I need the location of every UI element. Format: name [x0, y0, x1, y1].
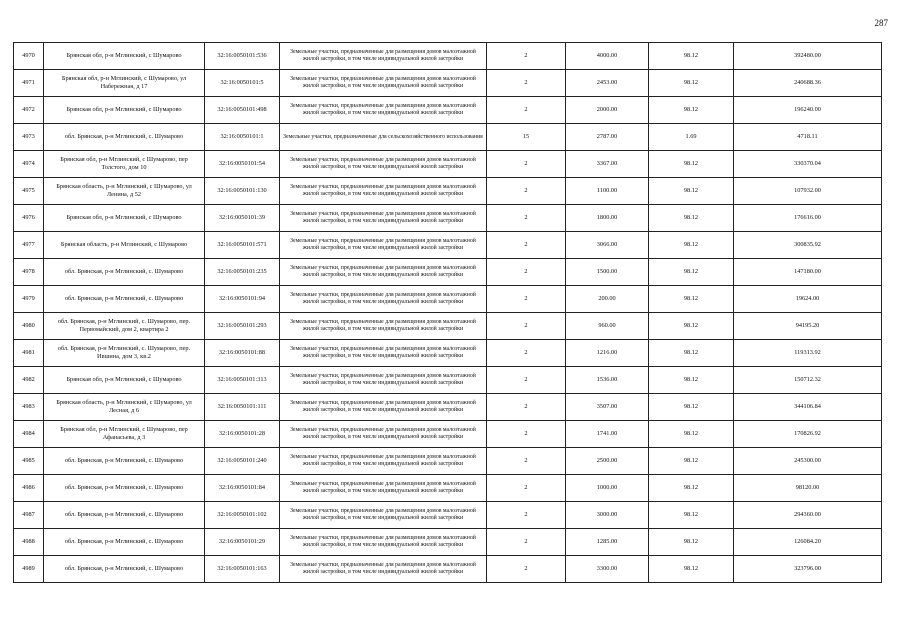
page-number: 287	[874, 18, 888, 28]
land-purpose-cell: Земельные участки, предназначенные для размещения домов малоэтажной жилой застройки, в том числе индивидуальной жилой застройки	[280, 448, 487, 475]
cadastral-value-cell: 344106.84	[734, 394, 882, 421]
land-purpose-cell: Земельные участки, предназначенные для размещения домов малоэтажной жилой застройки, в том числе индивидуальной жилой застройки	[280, 178, 487, 205]
specific-value-cell: 98.12	[649, 178, 734, 205]
row-number-cell: 4972	[14, 97, 44, 124]
specific-value-cell: 98.12	[649, 394, 734, 421]
specific-value-cell: 98.12	[649, 259, 734, 286]
area-cell: 3000.00	[566, 502, 649, 529]
address-cell: Брянская область, р-н Мглинский, с Шумарово, ул Ленина, д 52	[44, 178, 205, 205]
cadastral-value-cell: 245300.00	[734, 448, 882, 475]
cadastral-value-cell: 323796.00	[734, 556, 882, 583]
specific-value-cell: 98.12	[649, 340, 734, 367]
table-row	[14, 259, 882, 286]
cadastral-number-cell: 32:16:0050101:293	[205, 313, 280, 340]
table-row	[14, 502, 882, 529]
cadastral-value-cell: 300835.92	[734, 232, 882, 259]
table-row	[14, 232, 882, 259]
table-row	[14, 529, 882, 556]
land-purpose-cell: Земельные участки, предназначенные для размещения домов малоэтажной жилой застройки, в том числе индивидуальной жилой застройки	[280, 43, 487, 70]
specific-value-cell: 98.12	[649, 286, 734, 313]
cadastral-value-cell: 294360.00	[734, 502, 882, 529]
land-purpose-cell: Земельные участки, предназначенные для размещения домов малоэтажной жилой застройки, в том числе индивидуальной жилой застройки	[280, 97, 487, 124]
cadastral-value-cell: 170826.92	[734, 421, 882, 448]
address-cell: Брянская область, р-н Мглинский, с Шумарово, ул Лесная, д 6	[44, 394, 205, 421]
cadastral-number-cell: 32:16:0050101:84	[205, 475, 280, 502]
address-cell: Брянская обл, р-н Мглинский, с Шумарово	[44, 205, 205, 232]
cadastral-value-cell: 176616.00	[734, 205, 882, 232]
specific-value-cell: 98.12	[649, 475, 734, 502]
cadastral-number-cell: 32:16:0050101:102	[205, 502, 280, 529]
address-cell: Брянская обл, р-н Мглинский, с Шумарово, пер Толстого, дом 10	[44, 151, 205, 178]
area-cell: 1500.00	[566, 259, 649, 286]
area-cell: 3507.00	[566, 394, 649, 421]
area-cell: 2453.00	[566, 70, 649, 97]
area-cell: 1741.00	[566, 421, 649, 448]
group-code-cell: 2	[487, 502, 566, 529]
row-number-cell: 4987	[14, 502, 44, 529]
area-cell: 3367.00	[566, 151, 649, 178]
land-purpose-cell: Земельные участки, предназначенные для размещения домов малоэтажной жилой застройки, в том числе индивидуальной жилой застройки	[280, 286, 487, 313]
row-number-cell: 4975	[14, 178, 44, 205]
table-row	[14, 367, 882, 394]
row-number-cell: 4988	[14, 529, 44, 556]
cadastral-number-cell: 32:16:0050101:571	[205, 232, 280, 259]
cadastral-number-cell: 32:16:0050101:88	[205, 340, 280, 367]
specific-value-cell: 98.12	[649, 232, 734, 259]
address-cell: Брянская обл, р-н Мглинский, с Шумарово	[44, 97, 205, 124]
row-number-cell: 4984	[14, 421, 44, 448]
cadastral-number-cell: 32:16:0050101:536	[205, 43, 280, 70]
specific-value-cell: 98.12	[649, 502, 734, 529]
specific-value-cell: 98.12	[649, 97, 734, 124]
group-code-cell: 2	[487, 529, 566, 556]
table-row	[14, 124, 882, 151]
table-row	[14, 97, 882, 124]
area-cell: 200.00	[566, 286, 649, 313]
cadastral-value-cell: 4718.11	[734, 124, 882, 151]
table-row	[14, 151, 882, 178]
address-cell: обл. Брянская, р-н Мглинский, с. Шумарово	[44, 286, 205, 313]
address-cell: обл. Брянская, р-н Мглинский, с. Шумарово	[44, 475, 205, 502]
area-cell: 1800.00	[566, 205, 649, 232]
table-row	[14, 340, 882, 367]
cadastral-number-cell: 32:16:0050101:111	[205, 394, 280, 421]
group-code-cell: 2	[487, 43, 566, 70]
table-row	[14, 556, 882, 583]
cadastral-value-cell: 330370.04	[734, 151, 882, 178]
specific-value-cell: 98.12	[649, 151, 734, 178]
row-number-cell: 4974	[14, 151, 44, 178]
group-code-cell: 2	[487, 151, 566, 178]
address-cell: обл. Брянская, р-н Мглинский, с. Шумарово	[44, 529, 205, 556]
group-code-cell: 2	[487, 340, 566, 367]
address-cell: обл. Брянская, р-н Мглинский, с. Шумарово	[44, 556, 205, 583]
address-cell: обл. Брянская, р-н Мглинский, с. Шумарово, пер. Ившина, дом 3, кв.2	[44, 340, 205, 367]
row-number-cell: 4985	[14, 448, 44, 475]
cadastral-number-cell: 32:16:0050101:235	[205, 259, 280, 286]
table-row	[14, 394, 882, 421]
table-row	[14, 205, 882, 232]
row-number-cell: 4973	[14, 124, 44, 151]
address-cell: обл. Брянская, р-н Мглинский, с. Шумарово	[44, 124, 205, 151]
cadastral-value-cell: 19624.00	[734, 286, 882, 313]
group-code-cell: 2	[487, 448, 566, 475]
land-purpose-cell: Земельные участки, предназначенные для размещения домов малоэтажной жилой застройки, в том числе индивидуальной жилой застройки	[280, 70, 487, 97]
area-cell: 1216.00	[566, 340, 649, 367]
address-cell: Брянская область, р-н Мглинский, с Шумарово	[44, 232, 205, 259]
table-row	[14, 43, 882, 70]
area-cell: 3066.00	[566, 232, 649, 259]
table-row	[14, 313, 882, 340]
land-purpose-cell: Земельные участки, предназначенные для размещения домов малоэтажной жилой застройки, в том числе индивидуальной жилой застройки	[280, 502, 487, 529]
specific-value-cell: 98.12	[649, 205, 734, 232]
area-cell: 1285.00	[566, 529, 649, 556]
area-cell: 1000.00	[566, 475, 649, 502]
land-registry-table	[13, 42, 882, 583]
cadastral-number-cell: 32:16:0050101:54	[205, 151, 280, 178]
specific-value-cell: 98.12	[649, 313, 734, 340]
table-row	[14, 475, 882, 502]
area-cell: 2787.00	[566, 124, 649, 151]
land-purpose-cell: Земельные участки, предназначенные для размещения домов малоэтажной жилой застройки, в том числе индивидуальной жилой застройки	[280, 232, 487, 259]
land-purpose-cell: Земельные участки, предназначенные для размещения домов малоэтажной жилой застройки, в том числе индивидуальной жилой застройки	[280, 475, 487, 502]
group-code-cell: 15	[487, 124, 566, 151]
group-code-cell: 2	[487, 367, 566, 394]
land-purpose-cell: Земельные участки, предназначенные для размещения домов малоэтажной жилой застройки, в том числе индивидуальной жилой застройки	[280, 421, 487, 448]
cadastral-value-cell: 98120.00	[734, 475, 882, 502]
area-cell: 1536.00	[566, 367, 649, 394]
cadastral-value-cell: 107932.00	[734, 178, 882, 205]
specific-value-cell: 98.12	[649, 448, 734, 475]
land-purpose-cell: Земельные участки, предназначенные для размещения домов малоэтажной жилой застройки, в том числе индивидуальной жилой застройки	[280, 259, 487, 286]
cadastral-number-cell: 32:16:0050101:5	[205, 70, 280, 97]
table-row	[14, 421, 882, 448]
area-cell: 1100.00	[566, 178, 649, 205]
table-row	[14, 448, 882, 475]
land-purpose-cell: Земельные участки, предназначенные для размещения домов малоэтажной жилой застройки, в том числе индивидуальной жилой застройки	[280, 394, 487, 421]
row-number-cell: 4981	[14, 340, 44, 367]
address-cell: Брянская обл, р-н Мглинский, с Шумарово, пер Афанасьева, д 3	[44, 421, 205, 448]
specific-value-cell: 98.12	[649, 529, 734, 556]
cadastral-number-cell: 32:16:0050101:39	[205, 205, 280, 232]
cadastral-value-cell: 392480.00	[734, 43, 882, 70]
cadastral-value-cell: 147180.00	[734, 259, 882, 286]
row-number-cell: 4980	[14, 313, 44, 340]
group-code-cell: 2	[487, 205, 566, 232]
cadastral-value-cell: 94195.20	[734, 313, 882, 340]
group-code-cell: 2	[487, 475, 566, 502]
table-row	[14, 286, 882, 313]
cadastral-value-cell: 119313.92	[734, 340, 882, 367]
row-number-cell: 4982	[14, 367, 44, 394]
specific-value-cell: 1.69	[649, 124, 734, 151]
row-number-cell: 4977	[14, 232, 44, 259]
address-cell: обл. Брянская, р-н Мглинский, с. Шумарово	[44, 448, 205, 475]
area-cell: 2500.00	[566, 448, 649, 475]
specific-value-cell: 98.12	[649, 556, 734, 583]
land-purpose-cell: Земельные участки, предназначенные для размещения домов малоэтажной жилой застройки, в том числе индивидуальной жилой застройки	[280, 556, 487, 583]
group-code-cell: 2	[487, 178, 566, 205]
group-code-cell: 2	[487, 313, 566, 340]
cadastral-value-cell: 240688.36	[734, 70, 882, 97]
cadastral-number-cell: 32:16:0050101:498	[205, 97, 280, 124]
group-code-cell: 2	[487, 394, 566, 421]
group-code-cell: 2	[487, 70, 566, 97]
specific-value-cell: 98.12	[649, 43, 734, 70]
cadastral-number-cell: 32:16:0050101:28	[205, 421, 280, 448]
address-cell: Брянская обл, р-н Мглинский, с Шумарово, ул Набережная, д 17	[44, 70, 205, 97]
cadastral-number-cell: 32:16:0050101:163	[205, 556, 280, 583]
cadastral-number-cell: 32:16:0050101:130	[205, 178, 280, 205]
group-code-cell: 2	[487, 421, 566, 448]
area-cell: 3300.00	[566, 556, 649, 583]
row-number-cell: 4976	[14, 205, 44, 232]
address-cell: обл. Брянская, р-н Мглинский, с. Шумарово, пер. Первомайский, дом 2, квартира 2	[44, 313, 205, 340]
row-number-cell: 4978	[14, 259, 44, 286]
cadastral-number-cell: 32:16:0050101:29	[205, 529, 280, 556]
row-number-cell: 4986	[14, 475, 44, 502]
group-code-cell: 2	[487, 286, 566, 313]
cadastral-value-cell: 150712.32	[734, 367, 882, 394]
land-purpose-cell: Земельные участки, предназначенные для размещения домов малоэтажной жилой застройки, в том числе индивидуальной жилой застройки	[280, 205, 487, 232]
land-purpose-cell: Земельные участки, предназначенные для размещения домов малоэтажной жилой застройки, в том числе индивидуальной жилой застройки	[280, 151, 487, 178]
address-cell: Брянская обл, р-н Мглинский, с Шумарово	[44, 43, 205, 70]
land-purpose-cell: Земельные участки, предназначенные для размещения домов малоэтажной жилой застройки, в том числе индивидуальной жилой застройки	[280, 313, 487, 340]
land-purpose-cell: Земельные участки, предназначенные для размещения домов малоэтажной жилой застройки, в том числе индивидуальной жилой застройки	[280, 529, 487, 556]
group-code-cell: 2	[487, 259, 566, 286]
group-code-cell: 2	[487, 97, 566, 124]
address-cell: обл. Брянская, р-н Мглинский, с. Шумарово	[44, 259, 205, 286]
cadastral-number-cell: 32:16:0050101:94	[205, 286, 280, 313]
group-code-cell: 2	[487, 232, 566, 259]
specific-value-cell: 98.12	[649, 70, 734, 97]
address-cell: Брянская обл, р-н Мглинский, с Шумарово	[44, 367, 205, 394]
row-number-cell: 4983	[14, 394, 44, 421]
cadastral-number-cell: 32:16:0050101:313	[205, 367, 280, 394]
table-row	[14, 178, 882, 205]
cadastral-value-cell: 196240.00	[734, 97, 882, 124]
land-purpose-cell: Земельные участки, предназначенные для сельскохозяйственного использования	[280, 124, 487, 151]
row-number-cell: 4970	[14, 43, 44, 70]
specific-value-cell: 98.12	[649, 421, 734, 448]
row-number-cell: 4989	[14, 556, 44, 583]
area-cell: 2000.00	[566, 97, 649, 124]
cadastral-number-cell: 32:16:0050101:240	[205, 448, 280, 475]
area-cell: 4000.00	[566, 43, 649, 70]
address-cell: обл. Брянская, р-н Мглинский, с. Шумарово	[44, 502, 205, 529]
table-body	[14, 43, 882, 583]
land-purpose-cell: Земельные участки, предназначенные для размещения домов малоэтажной жилой застройки, в том числе индивидуальной жилой застройки	[280, 367, 487, 394]
cadastral-value-cell: 126084.20	[734, 529, 882, 556]
row-number-cell: 4971	[14, 70, 44, 97]
land-purpose-cell: Земельные участки, предназначенные для размещения домов малоэтажной жилой застройки, в том числе индивидуальной жилой застройки	[280, 340, 487, 367]
area-cell: 960.00	[566, 313, 649, 340]
group-code-cell: 2	[487, 556, 566, 583]
table-row	[14, 70, 882, 97]
cadastral-number-cell: 32:16:0050101:1	[205, 124, 280, 151]
specific-value-cell: 98.12	[649, 367, 734, 394]
row-number-cell: 4979	[14, 286, 44, 313]
